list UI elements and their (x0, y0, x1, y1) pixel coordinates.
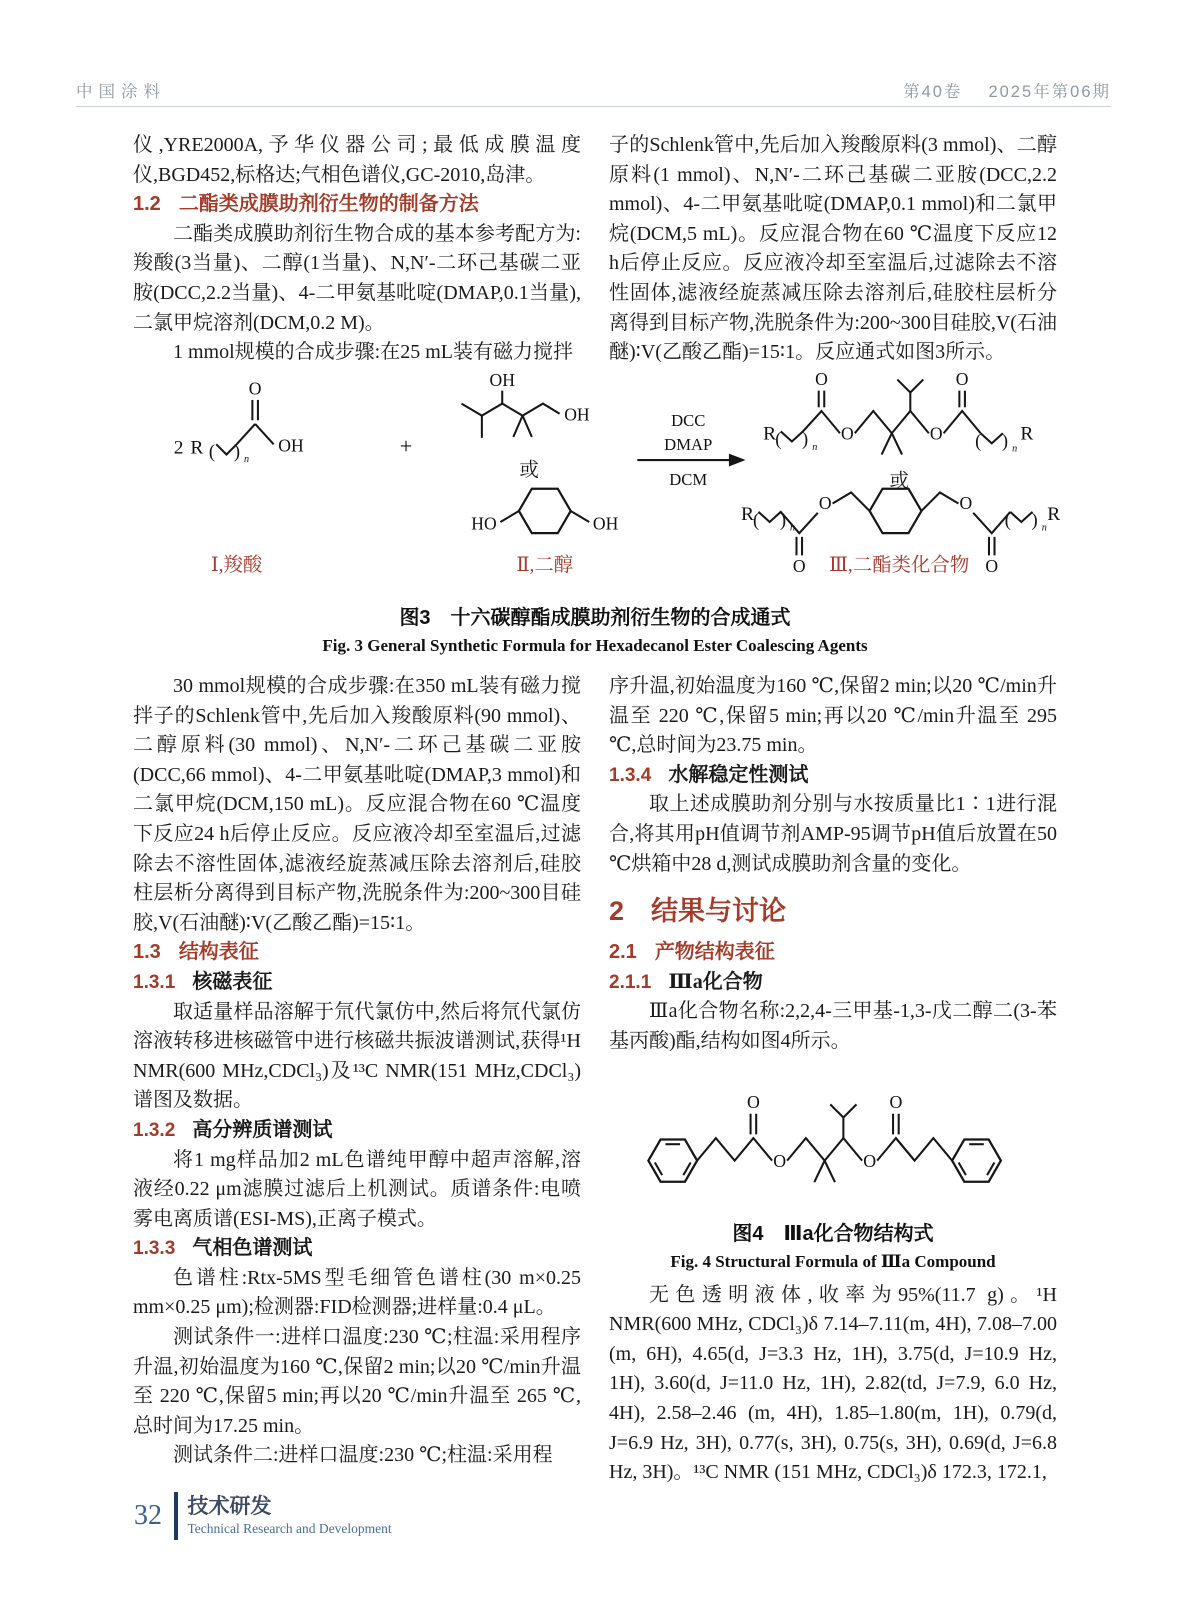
section-heading-1-3 (133, 938, 581, 968)
or-text: 或 (889, 470, 909, 492)
paragraph: 测试条件一:进样口温度:230 ℃;柱温:采用程序升温,初始温度为160 ℃,保留2 min;以20 ℃/min升温至 220 ℃,保留5 min;再以20 ℃/min升温至 265 ℃,总时间为17.25 min。 (133, 1326, 581, 1437)
heading-number: 1.3.4 (609, 764, 652, 786)
right-paren: ) (802, 430, 809, 451)
figure3-caption-zh: 图3 十六碳醇酯成膜助剂衍生物的合成通式 (399, 607, 791, 629)
section-heading-1-2 (133, 190, 581, 220)
section-heading-2-1 (609, 938, 1057, 968)
r-group: R (1020, 423, 1034, 445)
top-section (133, 131, 1057, 368)
heading-number: 1.3.1 (133, 971, 176, 993)
volume-label: 第40卷 (903, 83, 963, 101)
carbonyl-oxygen: O (815, 372, 828, 390)
hydroxyl: OH (564, 404, 590, 425)
paragraph: 测试条件二:进样口温度:230 ℃;柱温:采用程 (173, 1444, 553, 1467)
heading-number: 2.1 (609, 941, 637, 964)
reaction-arrow (637, 454, 745, 467)
carbonyl-oxygen: O (955, 372, 969, 390)
benzene-ring (952, 1139, 1001, 1181)
r-group: R (190, 437, 204, 459)
section-heading-2-1-1 (609, 968, 1057, 998)
paragraph: 二酯类成膜助剂衍生物合成的基本参考配方为:羧酸(3当量)、二醇(1当量)、N,N′-二环己基碳二亚胺(DCC,2.2当量)、4-二甲氨基吡啶(DMAP,0.1当量),二氯甲烷溶剂(DCM,0.2 M)。 (133, 222, 581, 334)
ester-oxygen: O (773, 1150, 787, 1171)
footer-section-zh: 技术研发 (187, 1495, 272, 1518)
heading-title: 产物结构表征 (654, 941, 775, 964)
reagent-dcc: DCC (671, 410, 706, 430)
footer-section (188, 1494, 392, 1538)
product2-bonds (759, 489, 1033, 556)
issue-label: 2025年第06期 (988, 83, 1111, 101)
figure4-caption-en: Fig. 4 Structural Formula of Ⅲa Compound (670, 1251, 996, 1271)
plus-sign: + (399, 433, 413, 459)
heading-title: Ⅲa化合物 (668, 970, 763, 993)
heading-title: 二酯类成膜助剂衍生物的制备方法 (178, 193, 479, 216)
figure-4 (609, 1065, 1057, 1275)
subscript-n: n (1041, 522, 1047, 534)
r-group: R (1047, 504, 1061, 526)
figure-3 (133, 372, 1061, 659)
paragraph: 色谱柱:Rtx-5MS型毛细管色谱柱(30 m×0.25 mm×0.25 μm);检测器:FID检测器;进样量:0.4 μL。 (133, 1266, 581, 1319)
left-paren: ( (775, 430, 782, 451)
carbonyl-oxygen: O (985, 556, 999, 577)
page-number: 32 (134, 1500, 162, 1531)
benzene-ring (648, 1139, 697, 1181)
heading-number: 1.3.3 (133, 1238, 176, 1260)
bottom-section (133, 672, 1057, 1488)
section-heading-2 (609, 894, 1057, 928)
diol2-bonds (500, 489, 589, 533)
heading-title: 高分辨质谱测试 (192, 1118, 333, 1141)
left-paren: ( (975, 432, 982, 453)
ester-oxygen: O (863, 1150, 877, 1171)
paragraph: 1 mmol规模的合成步骤:在25 mL装有磁力搅拌 (173, 341, 573, 364)
or-text: 或 (519, 459, 539, 481)
paragraph: Ⅲa化合物名称:2,2,4-三甲基-1,3-戊二醇二(3-苯基丙酸)酯,结构如图4所示。 (609, 1000, 1057, 1052)
label-acid: Ⅰ,羧酸 (210, 555, 263, 577)
compound-structure-figure (609, 1065, 1059, 1215)
subscript-n: n (244, 453, 250, 465)
heading-number: 1.2 (133, 193, 161, 216)
reaction-scheme-figure (133, 372, 1063, 599)
section-heading-1-3-1 (133, 968, 581, 998)
paragraph: 仪,YRE2000A,予华仪器公司;最低成膜温度仪,BGD452,标格达;气相色谱仪,GC-2010,岛津。 (133, 134, 581, 186)
carbonyl-oxygen: O (889, 1091, 903, 1112)
ester-oxygen: O (818, 493, 832, 514)
label-diol: Ⅱ,二醇 (516, 555, 574, 577)
left-paren: ( (753, 510, 760, 531)
ester-oxygen: O (929, 423, 943, 444)
carbonyl-oxygen: O (248, 378, 262, 399)
page-header (76, 78, 1111, 102)
hydroxyl: OH (489, 372, 515, 391)
compound-bonds (648, 1104, 1001, 1182)
r-group: R (740, 504, 754, 526)
section-heading-1-3-4 (609, 761, 1057, 791)
ester-oxygen: O (959, 493, 973, 514)
left-paren: ( (208, 442, 216, 463)
paragraph: 无色透明液体,收率为95%(11.7 g)。¹H NMR(600 MHz, CDCl₃)δ 7.14–7.11(m, 4H), 7.08–7.00 (m, 6H), 4.65(d, J=3.3 Hz, 1H), 3.75(d, J=10.9 Hz, 1H), 3.60(d, J=11.0 Hz, 1H), 2.82(td, J=7.9, 6.0 Hz, 4H), 2.58–2.46 (m, 4H), 1.85–1.80(m, 1H), 0.79(d, J=6.9 Hz, 3H), 0.77(s, 3H), 0.75(s, 3H), 0.69(d, J=6.8 Hz, 3H)。¹³C NMR (151 MHz, CDCl₃)δ 172.3, 172.1, (609, 1283, 1057, 1484)
left-column-bottom (133, 672, 581, 1488)
heading-number: 1.3.2 (133, 1119, 176, 1141)
right-column-bottom (609, 672, 1057, 1488)
paragraph: 子的Schlenk管中,先后加入羧酸原料(3 mmol)、二醇原料(1 mmol)、N,N′-二环己基碳二亚胺(DCC,2.2 mmol)、4-二甲氨基吡啶(DMAP,0.1 mmol)和二氯甲烷(DCM,5 mL)。反应混合物在60 ℃温度下反应12 h后停止反应。反应液冷却至室温后,过滤除去不溶性固体,滤液经旋蒸减压除去溶剂后,硅胶柱层析分离得到目标产物,洗脱条件为:200~300目硅胶,V(石油醚)∶V(乙酸乙酯)=15∶1。反应通式如图3所示。 (609, 134, 1057, 364)
left-paren: ( (1004, 510, 1011, 531)
figure4-caption-zh: 图4 Ⅲa化合物结构式 (732, 1222, 934, 1245)
label-diester: Ⅲ,二酯类化合物 (829, 555, 970, 577)
acid-structure-bonds (216, 400, 273, 455)
ester-oxygen: O (841, 423, 854, 444)
subscript-n: n (812, 441, 818, 453)
coefficient-2: 2 (173, 437, 184, 459)
section-heading-1-3-2 (133, 1116, 581, 1146)
right-paren: ) (1031, 510, 1038, 531)
section-heading-1-3-3 (133, 1234, 581, 1264)
figure3-caption-en: Fig. 3 General Synthetic Formula for Hexadecanol Ester Coalescing Agents (322, 636, 868, 655)
subscript-n: n (790, 522, 796, 534)
journal-name: 中国涂料 (76, 83, 166, 101)
paragraph: 取上述成膜助剂分别与水按质量比1∶1进行混合,将其用pH值调节剂AMP-95调节pH值后放置在50 ℃烘箱中28 d,测试成膜助剂含量的变化。 (609, 793, 1057, 875)
heading-title: 结构表征 (178, 941, 259, 964)
solvent-dcm: DCM (669, 470, 708, 490)
paragraph: 30 mmol规模的合成步骤:在350 mL装有磁力搅拌子的Schlenk管中,先后加入羧酸原料(90 mmol)、二醇原料(30 mmol)、N,N′-二环己基碳二亚胺(DCC,66 mmol)、4-二甲氨基吡啶(DMAP,3 mmol)和二氯甲烷(DCM,150 mL)。反应混合物在60 ℃温度下反应24 h后停止反应。反应液冷却至室温后,过滤除去不溶性固体,滤液经旋蒸减压除去溶剂后,硅胶柱层析分离得到目标产物,洗脱条件为:200~300目硅胶,V(石油醚)∶V(乙酸乙酯)=15∶1。 (133, 675, 581, 934)
paragraph: 将1 mg样品加2 mL色谱纯甲醇中超声溶解,溶液经0.22 μm滤膜过滤后上机测试。质谱条件:电喷雾电离质谱(ESI-MS),正离子模式。 (133, 1148, 581, 1230)
reagent-dmap: DMAP (664, 434, 713, 454)
header-rule (76, 106, 1111, 107)
paragraph: 取适量样品溶解于氘代氯仿中,然后将氘代氯仿溶液转移进核磁管中进行核磁共振波谱测试,获得¹H NMR(600 MHz,CDCl₃)及¹³C NMR(151 MHz,CDCl₃)谱图及数据。 (133, 1000, 581, 1112)
hydroxyl: HO (471, 513, 497, 534)
left-column-top (133, 131, 581, 368)
heading-title: 结果与讨论 (651, 896, 787, 927)
carbonyl-oxygen: O (746, 1091, 760, 1112)
heading-number: 1.3 (133, 941, 161, 964)
right-paren: ) (233, 442, 241, 463)
heading-number: 2.1.1 (609, 971, 652, 993)
footer-section-en: Technical Research and Development (187, 1521, 392, 1536)
hydroxyl: OH (592, 513, 619, 534)
heading-title: 核磁表征 (192, 970, 273, 993)
diol1-bonds (462, 391, 560, 438)
footer-divider (174, 1492, 178, 1540)
page-footer (134, 1492, 392, 1540)
issue-info (903, 78, 1111, 102)
r-group: R (763, 423, 777, 445)
right-paren: ) (779, 510, 787, 531)
heading-title: 气相色谱测试 (192, 1237, 313, 1260)
right-column-top (609, 131, 1057, 368)
paragraph: 序升温,初始温度为160 ℃,保留2 min;以20 ℃/min升温至 220 ℃,保留5 min;再以20 ℃/min升温至 295 ℃,总时间为23.75 min。 (609, 675, 1057, 757)
heading-number: 2 (609, 896, 625, 927)
carbonyl-oxygen: O (792, 556, 806, 577)
heading-title: 水解稳定性测试 (668, 763, 809, 786)
hydroxyl: OH (278, 435, 304, 456)
right-paren: ) (1001, 432, 1009, 453)
subscript-n: n (1012, 443, 1018, 455)
